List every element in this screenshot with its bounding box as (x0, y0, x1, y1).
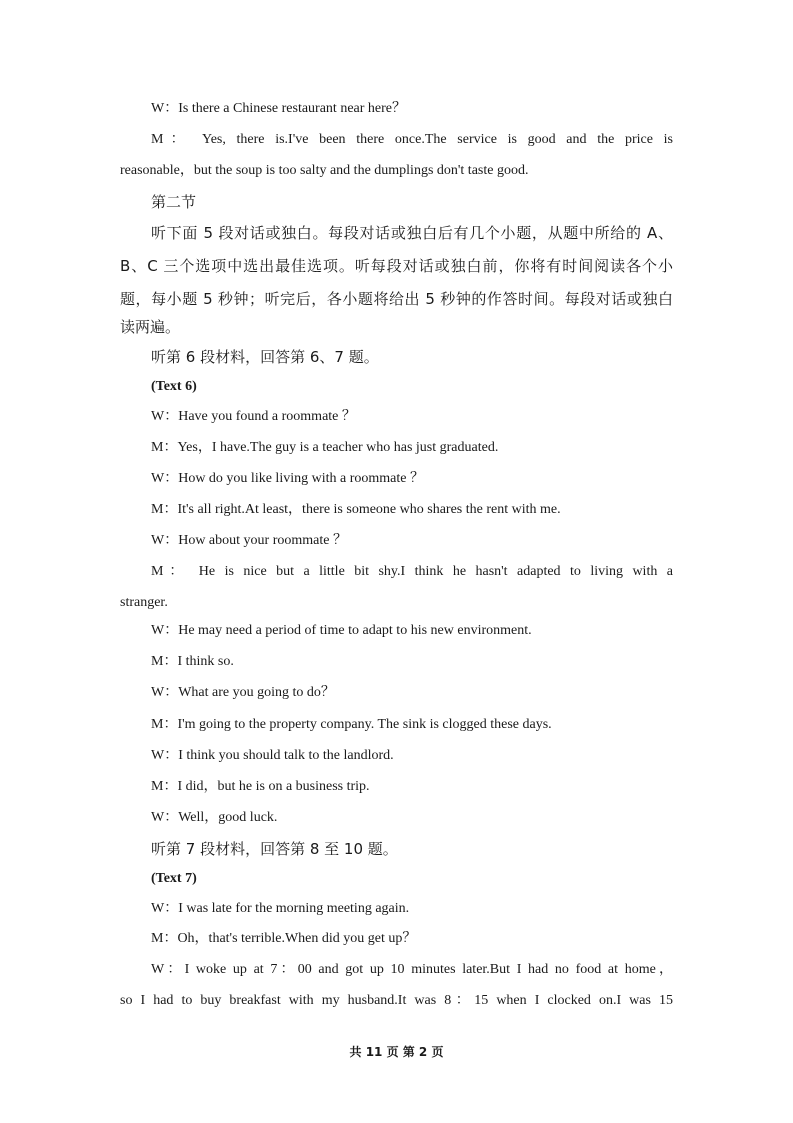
instruction-line-3: 题，每小题 5 秒钟；听完后，各小题将给出 5 秒钟的作答时间。每段对话或独白 (120, 290, 673, 308)
dialogue-line: W：He may need a period of time to adapt to his new environment. (151, 623, 532, 638)
dialogue-line: W：What are you going to do？ (151, 685, 335, 700)
instruction-line-4: 读两遍。 (120, 318, 181, 336)
dialogue-line: M：Yes，I have.The guy is a teacher who has just graduated. (151, 440, 499, 455)
text-7-heading: (Text 7) (151, 871, 197, 886)
dialogue-line: M：I think so. (151, 654, 234, 669)
dialogue-line: M： He is nice but a little bit shy.I think he hasn't adapted to living with a (151, 564, 673, 579)
dialogue-line-continuation-reasonable: reasonable，but the soup is too salty and the dumplings don't taste good. (120, 163, 529, 178)
dialogue-line-w-chinese-restaurant: W：Is there a Chinese restaurant near here？ (151, 101, 406, 116)
section-heading: 第二节 (151, 193, 197, 211)
dialogue-line: W：Have you found a roommate ？ (151, 409, 356, 424)
dialogue-line-continuation: stranger. (120, 595, 168, 610)
dialogue-line: M：I did，but he is on a business trip. (151, 779, 370, 794)
dialogue-line: W：I think you should talk to the landlord. (151, 748, 394, 763)
dialogue-line: M：I'm going to the property company. The sink is clogged these days. (151, 717, 552, 732)
listening-prompt-text-7: 听第 7 段材料，回答第 8 至 10 题。 (151, 840, 398, 858)
dialogue-line: W：How do you like living with a roommate ？ (151, 471, 424, 486)
page-footer: 共 11 页 第 2 页 (349, 1045, 444, 1059)
dialogue-line: M：Oh，that's terrible.When did you get up？ (151, 931, 417, 946)
instruction-line-2: B、C 三个选项中选出最佳选项。听每段对话或独白前，你将有时间阅读各个小 (120, 257, 673, 275)
listening-prompt-text-6: 听第 6 段材料，回答第 6、7 题。 (151, 348, 379, 366)
dialogue-line: W：Well，good luck. (151, 810, 278, 825)
dialogue-line: W：I was late for the morning meeting again. (151, 901, 410, 916)
instruction-line-1: 听下面 5 段对话或独白。每段对话或独白后有几个小题，从题中所给的 A、 (151, 224, 673, 242)
dialogue-line-continuation: so I had to buy breakfast with my husband.It was 8：15 when I clocked on.I was 15 (120, 993, 673, 1008)
dialogue-line: W：How about your roommate ？ (151, 533, 347, 548)
dialogue-line: W：I woke up at 7：00 and got up 10 minutes later.But I had no food at home， (151, 962, 673, 977)
dialogue-line: M：It's all right.At least，there is someone who shares the rent with me. (151, 502, 561, 517)
dialogue-line-m-yes-there-is: M： Yes, there is.I've been there once.The service is good and the price is (151, 132, 673, 147)
text-6-heading: (Text 6) (151, 379, 197, 394)
